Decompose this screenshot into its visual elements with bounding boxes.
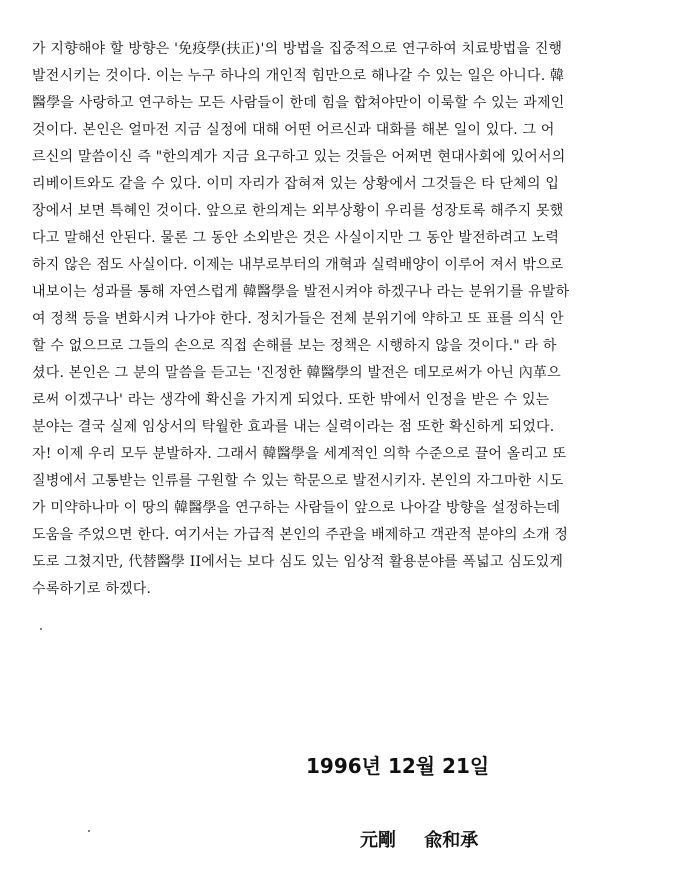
- text-line: 분야는 결국 실제 임상서의 탁월한 효과를 내는 실력이라는 점 또한 확신하게 되었다.: [32, 419, 555, 435]
- text-line: 르신의 말씀이신 즉 "한의계가 지금 요구하고 있는 것들은 어쩌면 현대사회에 있어서의: [32, 149, 566, 165]
- text-line: 자! 이제 우리 모두 분발하자. 그래서 韓醫學을 세계적인 의학 수준으로 끌어 올리고 또: [32, 446, 567, 462]
- body-text: [32, 36, 678, 603]
- author-signature: [360, 826, 478, 852]
- document-date: 1996년 12월 21일: [306, 754, 490, 778]
- text-line: 질병에서 고통받는 인류를 구원할 수 있는 학문으로 발전시키자. 본인의 자그마한 시도: [32, 473, 564, 489]
- text-line: 가 미약하나마 이 땅의 韓醫學을 연구하는 사람들이 앞으로 나아갈 방향을 설정하는데: [32, 500, 561, 516]
- text-line: 것이다. 본인은 얼마전 지금 실정에 대해 어떤 어르신과 대화를 해본 일이 있다. 그 어: [32, 122, 555, 138]
- author-name: 兪和承: [424, 830, 479, 851]
- scan-speck: [40, 628, 42, 630]
- text-line: 할 수 없으므로 그들의 손으로 직접 손해를 보는 정책은 시행하지 않을 것이다." 라 하: [32, 338, 557, 354]
- text-line: 셨다. 본인은 그 분의 말씀을 듣고는 '진정한 韓醫學의 발전은 데모로써가 아닌 內革으: [32, 365, 561, 381]
- text-line: 장에서 보면 특혜인 것이다. 앞으로 한의계는 외부상황이 우리를 성장토록 해주지 못했: [32, 203, 564, 219]
- author-pen-name: 元剛: [360, 830, 396, 851]
- text-line: 로써 이겠구나' 라는 생각에 확신을 가지게 되었다. 또한 밖에서 인정을 받은 수 있는: [32, 392, 550, 408]
- scan-speck: [88, 830, 90, 832]
- text-line: 여 정책 등을 변화시켜 나가야 한다. 정치가들은 전체 분위기에 약하고 또 표를 의식 안: [32, 311, 564, 327]
- text-line: 하지 않은 점도 사실이다. 이제는 내부로부터의 개혁과 실력배양이 이루어 져서 밖으로: [32, 257, 564, 273]
- text-line: 내보이는 성과를 통해 자연스럽게 韓醫學을 발전시켜야 하겠구나 라는 분위기를 유발하: [32, 284, 570, 300]
- text-line: 리베이트와도 같을 수 있다. 이미 자리가 잡혀져 있는 상황에서 그것들은 타 단체의 입: [32, 176, 560, 192]
- text-line: 발전시키는 것이다. 이는 누구 하나의 개인적 힘만으로 해나갈 수 있는 일은 아니다. 韓: [32, 68, 565, 84]
- text-line: 도움을 주었으면 한다. 여기서는 가급적 본인의 주관을 배제하고 객관적 분야의 소개 정: [32, 527, 569, 543]
- text-line: 다고 말해선 안된다. 물론 그 동안 소외받은 것은 사실이지만 그 동안 발전하려고 노력: [32, 230, 560, 246]
- text-line: 醫學을 사랑하고 연구하는 모든 사람들이 한데 힘을 합쳐야만이 이룩할 수 있는 과제인: [32, 95, 565, 111]
- text-line: 가 지향해야 할 방향은 '免疫學(扶正)'의 방법을 집중적으로 연구하여 치료방법을 진행: [32, 41, 563, 57]
- text-line: 도로 그쳤지만, 代替醫學 II에서는 보다 심도 있는 임상적 활용분야를 폭넓고 심도있게: [32, 554, 564, 570]
- text-line: 수록하기로 하겠다.: [32, 581, 152, 597]
